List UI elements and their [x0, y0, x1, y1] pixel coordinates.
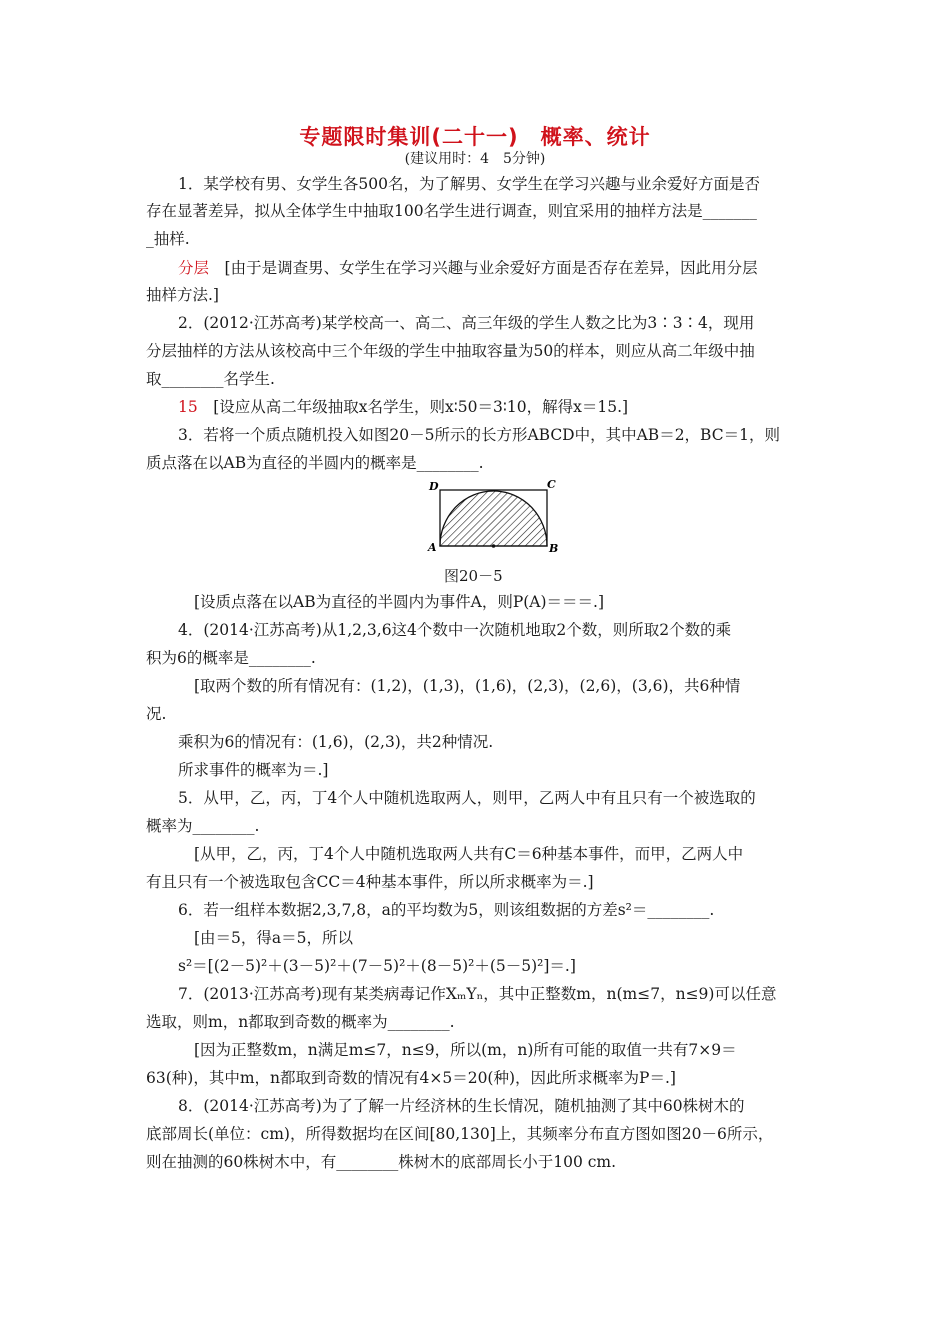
q2-answer: 15	[178, 398, 198, 416]
q5-solution-line2: 有且只有一个被选取包含CC＝4种基本事件，所以所求概率为＝.]	[146, 873, 594, 891]
q4-line1: 4．(2014·江苏高考)从1,2,3,6这4个数中一次随机地取2个数，则所取2个数的乘	[178, 621, 732, 639]
q7-solution-line1: [因为正整数m，n满足m≤7，n≤9，所以(m，n)所有可能的取值一共有7×9＝	[194, 1041, 737, 1059]
q6-line1: 6．若一组样本数据2,3,7,8，a的平均数为5，则该组数据的方差s²＝________.	[178, 901, 715, 919]
q1-solution-line1	[178, 258, 758, 278]
vertex-label-a: A	[428, 541, 437, 554]
semicircle-region	[440, 491, 547, 546]
q7-line2: 选取，则m，n都取到奇数的概率为________.	[146, 1013, 455, 1031]
q1-line3: _抽样.	[146, 230, 190, 248]
vertex-label-b: B	[549, 542, 559, 555]
q1-answer: 分层	[178, 259, 210, 277]
q4-solution-line3: 乘积为6的情况有：(1,6)，(2,3)，共2种情况.	[178, 733, 494, 751]
center-point	[492, 544, 496, 548]
vertex-label-d: D	[429, 480, 439, 493]
q4-solution-line2: 况.	[146, 705, 167, 723]
q3-line1: 3．若将一个质点随机投入如图20－5所示的长方形ABCD中，其中AB＝2，BC＝1，则	[178, 426, 780, 444]
q2-line1: 2．(2012·江苏高考)某学校高一、高二、高三年级的学生人数之比为3∶3∶4，现用	[178, 314, 755, 332]
q6-solution-line2: s²＝[(2－5)²＋(3－5)²＋(7－5)²＋(8－5)²＋(5－5)²]＝.]	[178, 957, 576, 975]
q2-line3: 取________名学生.	[146, 370, 275, 388]
vertex-label-c: C	[547, 478, 556, 491]
q4-solution-line4: 所求事件的概率为＝.]	[178, 761, 329, 779]
q7-line1: 7．(2013·江苏高考)现有某类病毒记作XₘYₙ，其中正整数m，n(m≤7，n≤9)可以任意	[178, 985, 777, 1003]
page-title: 专题限时集训(二十一) 概率、统计	[299, 125, 651, 149]
figure-caption: 图20－5	[444, 567, 503, 585]
q2-solution-text: [设应从高二年级抽取x名学生，则x∶50＝3∶10，解得x＝15.]	[197, 398, 629, 416]
q8-line1: 8．(2014·江苏高考)为了了解一片经济林的生长情况，随机抽测了其中60株树木的	[178, 1097, 745, 1115]
q5-line2: 概率为________.	[146, 817, 260, 835]
q8-line3: 则在抽测的60株树木中，有________株树木的底部周长小于100 cm.	[146, 1153, 617, 1171]
q3-line2: 质点落在以AB为直径的半圆内的概率是________.	[146, 454, 484, 472]
q1-solution-line2: 抽样方法.]	[146, 286, 219, 304]
q6-solution-line1: [由＝5，得a＝5，所以	[194, 929, 354, 947]
figure-20-5-rectangle-semicircle	[425, 476, 565, 558]
q3-solution-line1: [设质点落在以AB为直径的半圆内为事件A，则P(A)＝＝＝.]	[194, 593, 605, 611]
q4-line2: 积为6的概率是________.	[146, 649, 316, 667]
q8-line2: 底部周长(单位：cm)，所得数据均在区间[80,130]上，其频率分布直方图如图20－6所示，	[146, 1125, 774, 1143]
q7-solution-line2: 63(种)，其中m，n都取到奇数的情况有4×5＝20(种)，因此所求概率为P＝.]	[146, 1069, 676, 1087]
q2-solution-line1	[178, 397, 628, 417]
q1-line1: 1．某学校有男、女学生各500名，为了解男、女学生在学习兴趣与业余爱好方面是否	[178, 175, 760, 193]
suggested-time: (建议用时：4 5分钟)	[404, 151, 546, 167]
q2-line2: 分层抽样的方法从该校高中三个年级的学生中抽取容量为50的样本，则应从高二年级中抽	[146, 342, 755, 360]
q4-solution-line1: [取两个数的所有情况有：(1,2)，(1,3)，(1,6)，(2,3)，(2,6)，(3,6)，共6种情	[194, 677, 741, 695]
q1-line2: 存在显著差异，拟从全体学生中抽取100名学生进行调查，则宜采用的抽样方法是_______	[146, 202, 757, 220]
q5-solution-line1: [从甲，乙，丙，丁4个人中随机选取两人共有C＝6种基本事件，而甲，乙两人中	[194, 845, 744, 863]
q1-solution-text: [由于是调查男、女学生在学习兴趣与业余爱好方面是否存在差异，因此用分层	[209, 259, 758, 277]
q5-line1: 5．从甲，乙，丙，丁4个人中随机选取两人，则甲，乙两人中有且只有一个被选取的	[178, 789, 756, 807]
